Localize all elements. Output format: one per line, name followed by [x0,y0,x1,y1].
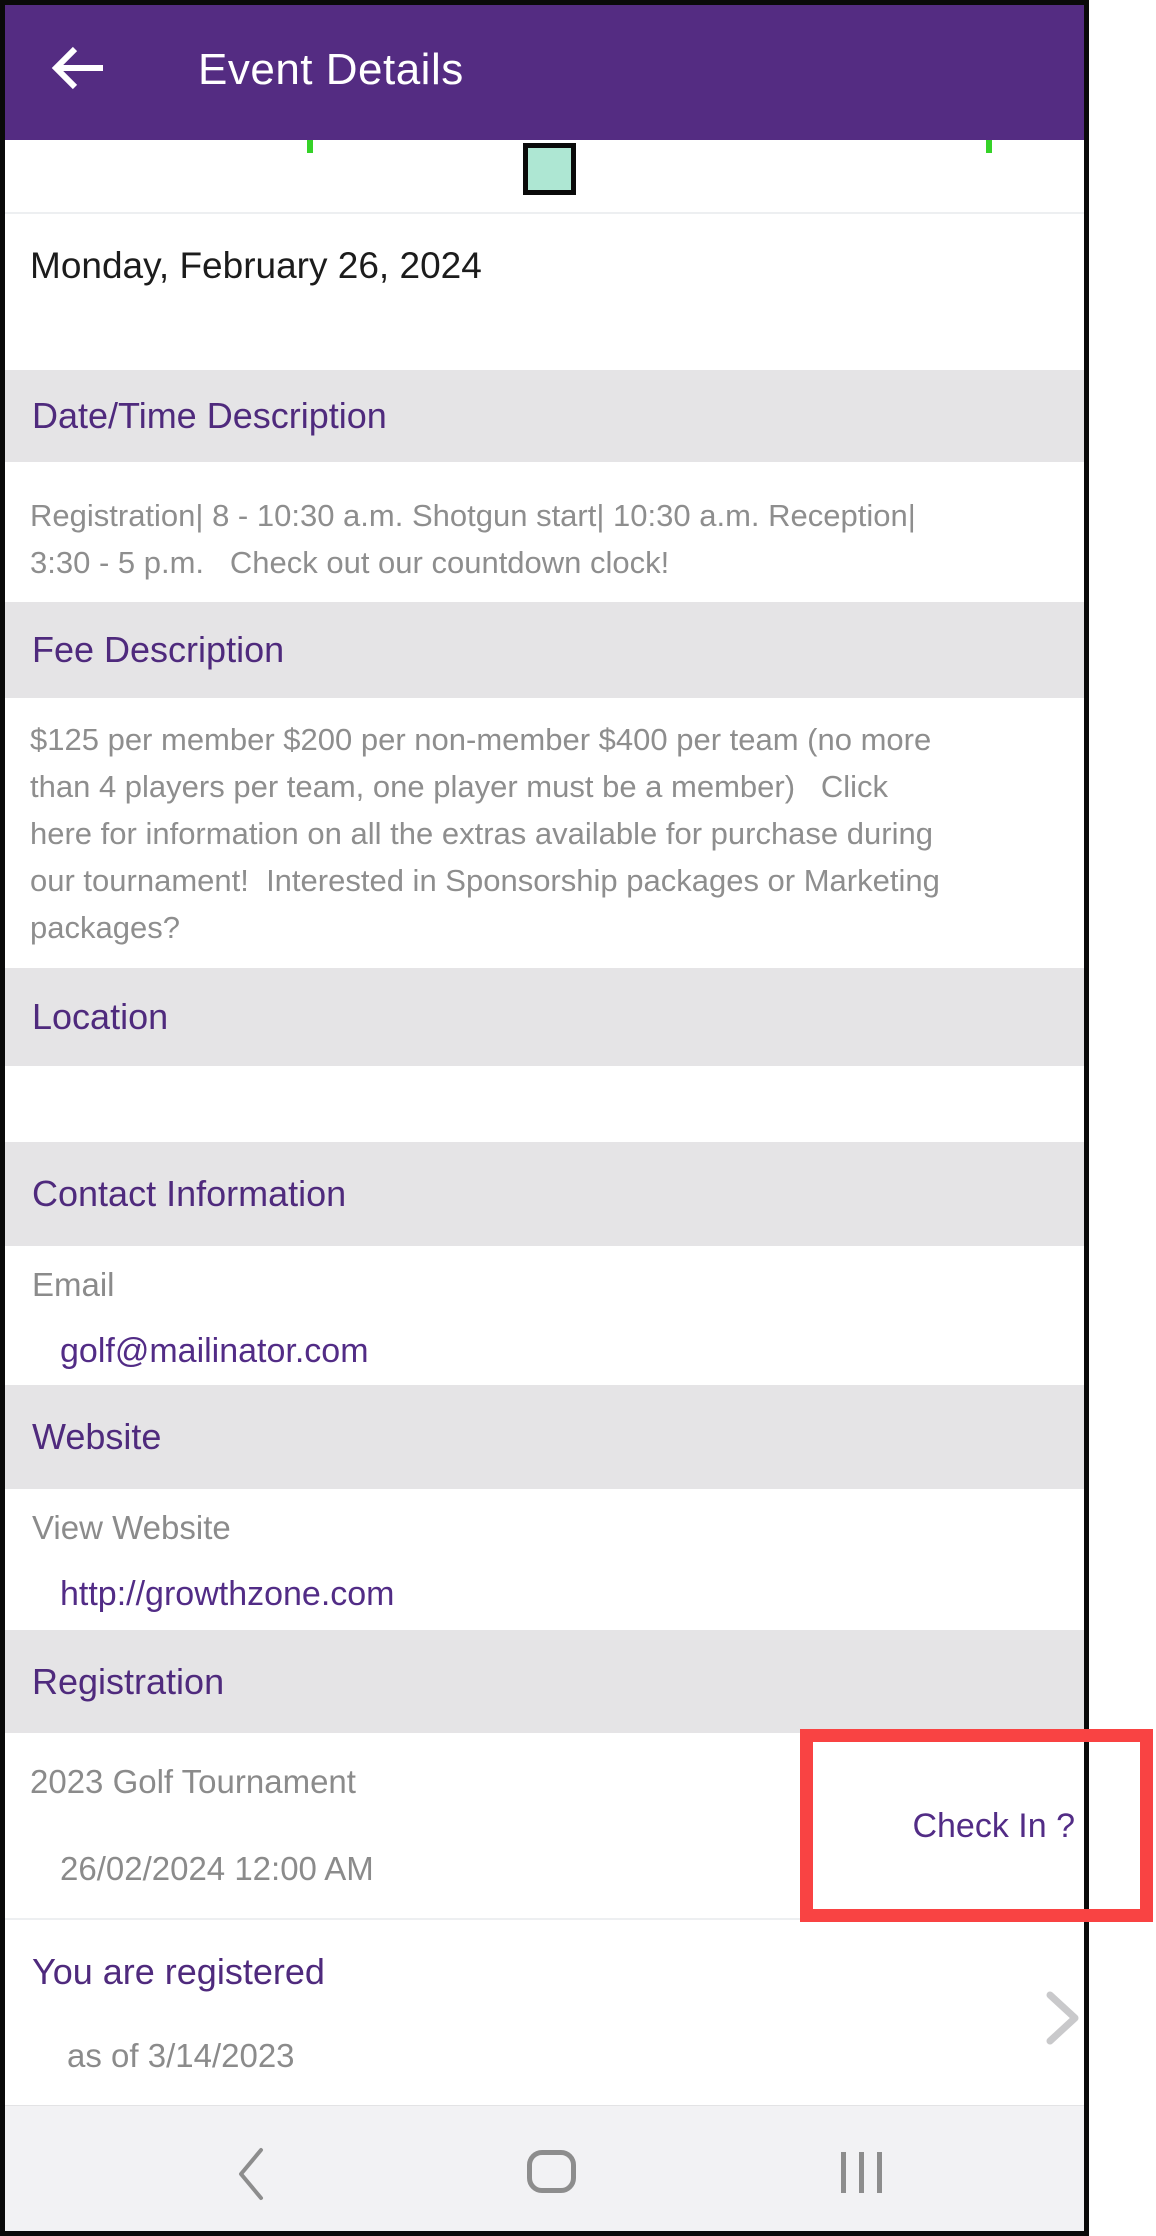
registration-event-name: 2023 Golf Tournament [30,1763,356,1800]
chevron-right-icon[interactable] [1043,1988,1083,2048]
website-link[interactable]: http://growthzone.com [60,1575,395,1613]
text-line: 3:30 - 5 p.m. Check out our countdown clock! [30,545,670,580]
fee-description-text [30,716,940,951]
event-date: Monday, February 26, 2024 [30,245,482,286]
section-header-registration [5,1630,1084,1733]
registration-status[interactable]: You are registered [32,1951,325,1992]
recents-bar [859,2152,864,2193]
app-bar [5,5,1084,140]
registration-as-of-date: as of 3/14/2023 [67,2037,295,2074]
section-header-datetime [5,370,1084,462]
text-line: packages? [30,910,180,945]
section-header-location [5,968,1084,1066]
section-title: Contact Information [32,1173,347,1214]
back-button[interactable] [45,35,111,101]
text-line: here for information on all the extras available for purchase during [30,816,933,851]
recents-bar [841,2152,846,2193]
check-in-link[interactable]: Check In ? [912,1807,1075,1845]
green-tick-right [986,140,992,153]
nav-back-button[interactable] [233,2146,267,2202]
section-title: Fee Description [32,629,285,670]
email-link[interactable]: golf@mailinator.com [60,1332,369,1370]
email-label: Email [32,1266,115,1303]
view-website-label: View Website [32,1509,231,1546]
arrow-left-icon [45,35,111,101]
text-line: than 4 players per team, one player must be a member) Click [30,769,889,804]
text-line: Registration| 8 - 10:30 a.m. Shotgun start| 10:30 a.m. Reception| [30,498,916,533]
section-title: Registration [32,1660,225,1702]
green-tick-left [307,140,313,153]
nav-recents-button[interactable] [841,2152,887,2193]
nav-home-button[interactable] [527,2150,576,2193]
divider [5,212,1084,214]
section-header-website [5,1385,1084,1489]
teal-square-swatch [523,143,576,195]
datetime-description-text [30,492,916,586]
section-title: Website [32,1416,162,1457]
section-header-contact [5,1142,1084,1246]
section-title: Date/Time Description [32,395,387,436]
recents-bar [877,2152,882,2193]
page-title: Event Details [198,45,464,94]
text-line: $125 per member $200 per non-member $400 per team (no more [30,722,932,757]
section-title: Location [32,996,169,1037]
registration-event-datetime: 26/02/2024 12:00 AM [60,1850,374,1887]
annotation-red-box [800,1729,1153,1922]
chevron-left-icon [233,2146,267,2202]
text-line: our tournament! Interested in Sponsorship packages or Marketing [30,863,940,898]
section-header-fee [5,602,1084,698]
